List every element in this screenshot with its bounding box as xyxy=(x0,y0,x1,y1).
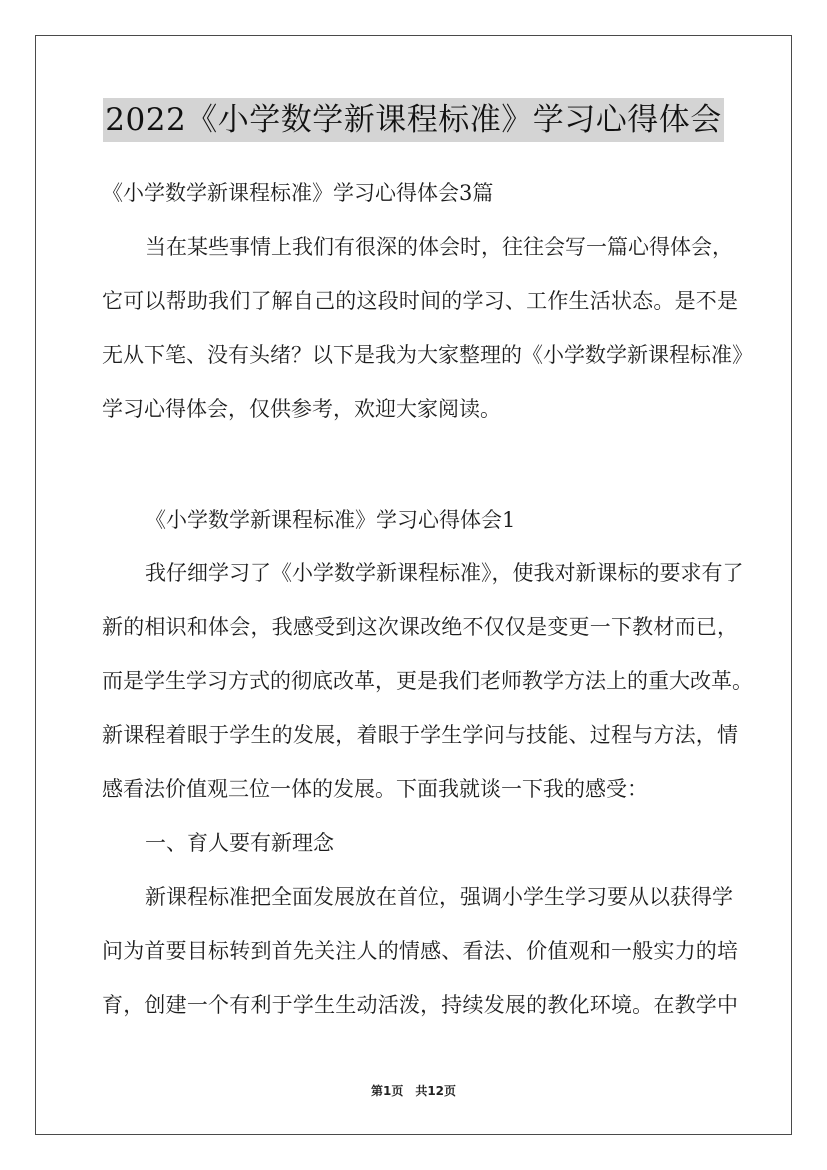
para1-line-4: 新课程着眼于学生的发展，着眼于学生学问与技能、过程与方法，情 xyxy=(102,723,738,747)
para1-line-3: 而是学生学习方式的彻底改革，更是我们老师教学方法上的重大改革。 xyxy=(102,669,753,693)
section-heading: 《小学数学新课程标准》学习心得体会1 xyxy=(145,508,516,532)
page-total: 共12页 xyxy=(415,1084,457,1098)
title-container xyxy=(0,98,827,142)
intro-line-1: 当在某些事情上我们有很深的体会时，往往会写一篇心得体会， xyxy=(145,235,733,259)
page-number: 第1页 xyxy=(370,1084,404,1098)
document-title: 2022《小学数学新课程标准》学习心得体会 xyxy=(103,98,723,142)
intro-line-4: 学习心得体会，仅供参考，欢迎大家阅读。 xyxy=(102,397,501,421)
intro-line-3: 无从下笔、没有头绪？以下是我为大家整理的《小学数学新课程标准》 xyxy=(102,343,753,367)
document-subtitle: 《小学数学新课程标准》学习心得体会3篇 xyxy=(102,181,494,205)
para2-line-1: 新课程标准把全面发展放在首位，强调小学生学习要从以获得学 xyxy=(145,885,733,909)
point-heading: 一、育人要有新理念 xyxy=(145,831,334,855)
para1-line-5: 感看法价值观三位一体的发展。下面我就谈一下我的感受： xyxy=(102,777,648,801)
para2-line-3: 育，创建一个有利于学生生动活泼，持续发展的教化环境。在教学中 xyxy=(102,993,738,1017)
intro-line-2: 它可以帮助我们了解自己的这段时间的学习、工作生活状态。是不是 xyxy=(102,289,738,313)
para2-line-2: 问为首要目标转到首先关注人的情感、看法、价值观和一般实力的培 xyxy=(102,939,738,963)
para1-line-2: 新的相识和体会，我感受到这次课改绝不仅仅是变更一下教材而已， xyxy=(102,615,738,639)
page-footer xyxy=(0,1082,827,1100)
para1-line-1: 我仔细学习了《小学数学新课程标准》，使我对新课标的要求有了 xyxy=(145,561,744,585)
